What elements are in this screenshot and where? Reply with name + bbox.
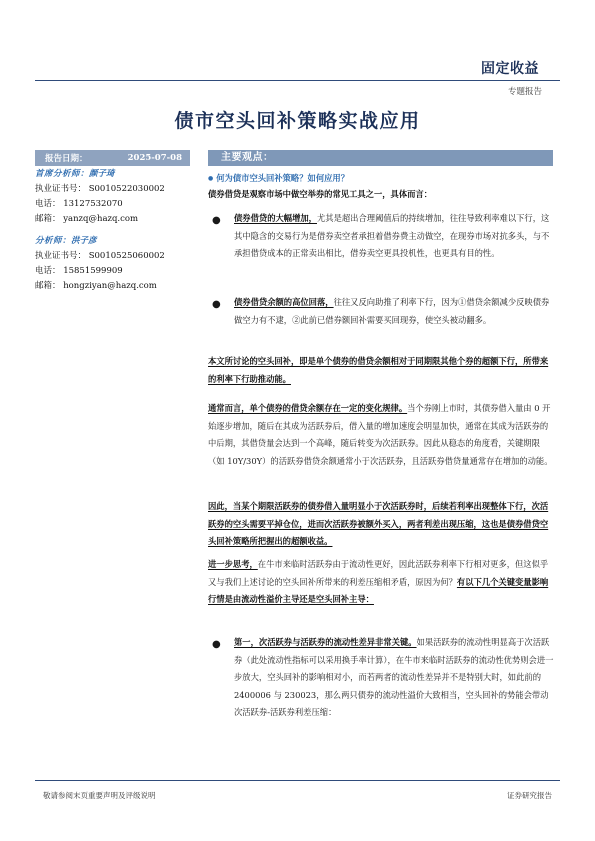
footer-divider	[35, 780, 560, 781]
bullet-body: 往往又反向助推了利率下行，因为①借贷余额减少反映债券做空力有不逮，②此前已借券额回补需要买回现券，使空头被动翻多。	[234, 297, 550, 325]
intro-paragraph	[208, 186, 554, 204]
bullet-item	[214, 210, 554, 263]
further-text: 在牛市来临时活跃券由于流动性更好，因此活跃券利率下行相对更多，但这似乎又与我们上述讨论的空头回补所带来的利差压缩相矛盾，原因为何？	[208, 559, 549, 587]
analyst-phone: 电话： 15851599909	[35, 266, 123, 276]
bullet-text	[234, 210, 554, 263]
therefore-text: 因此，当某个期限活跃券的债券借入量明显小于次活跃券时，后续若利率出现整体下行，次活跃券的空头需要平掉仓位，进而次活跃券被额外买入，两者利差出现压缩，这也是债券借贷空头回补策略所把握出的超额收益。	[208, 501, 549, 546]
therefore-paragraph	[208, 498, 554, 551]
bullet-icon: ●	[212, 215, 221, 226]
footer-report-type: 证券研究报告	[507, 791, 552, 800]
question-text: 何为债市空头回补策略？如何应用？	[216, 173, 350, 183]
analyst-card-second	[35, 234, 195, 294]
definition-text: 本文所讨论的空头回补，即是单个债券的借贷余额相对于同期限其他个券的超额下行，所带来的利率下行助推动能。	[208, 356, 549, 384]
definition-paragraph	[208, 353, 554, 388]
bullet-bold: 债券借贷余额的高位回落，	[234, 297, 334, 307]
analyst-phone: 电话： 13127532070	[35, 199, 123, 209]
bullet-text	[234, 634, 554, 722]
bullet-bold: 债券借贷的大幅增加，	[234, 213, 317, 223]
analyst-role-line	[35, 167, 195, 182]
brand-logo	[481, 58, 544, 75]
bullet-icon: ●	[212, 639, 221, 650]
header-divider	[35, 80, 560, 81]
bullet-text	[234, 294, 554, 329]
further-lead: 进一步思考，	[208, 559, 258, 569]
doc-type-label: 专题报告	[507, 87, 542, 97]
bullet-body: 尤其是超出合理阈值后的持续增加，往往导致利率难以下行，这其中隐含的交易行为是借券卖空者承担着借券费主动做空，在现券市场对抗多头，与不承担借贷成本的正常卖出相比，借券卖空更具投机性，也更具有目的性。	[234, 213, 550, 258]
general-bold: 通常而言，单个债券的借贷余额存在一定的变化规律。	[208, 403, 408, 413]
general-text: 当个券刚上市时，其债券借入量由 0 开始逐步增加，随后在其成为活跃券后，借入量的增加速度会明显加快，通常在其成为活跃券的中后期，其借贷量会达到一个高峰，随后转变为次活跃券。因此从稳态的角度看，关键期限（如 10Y/30Y）的活跃券借贷余额通常小于次活跃券，且活跃券借贷量通常存在增加的动能。	[208, 403, 553, 466]
analyst-role-line	[35, 234, 195, 249]
report-date-value: 2025-07-08	[127, 153, 182, 163]
analyst-name: 洪子彦	[71, 236, 97, 246]
report-date-label: 报告日期：	[45, 154, 88, 164]
main-points-title: 主要观点：	[221, 152, 274, 163]
analyst-license: 执业证书号： S0010525060002	[35, 251, 165, 261]
report-date-bar	[35, 150, 190, 166]
bullet-item	[214, 634, 554, 722]
analyst-role: 首席分析师：	[35, 169, 90, 179]
question-line	[208, 172, 349, 184]
further-paragraph	[208, 556, 554, 609]
bullet-body: 如果活跃券的流动性明显高于次活跃券（此处流动性指标可以采用换手率计算），在牛市来临时活跃券的流动性优势则会进一步放大，空头回补的影响相对小，而若两者的流动性差异并不是特别大时，如此前的 2400006 与 230023，那么两只债券的流动性溢价大致相当，空头回补的势能会带动次活跃券-活跃券利差压缩：	[234, 637, 554, 717]
analyst-name: 颜子琦	[89, 169, 115, 179]
analyst-role: 分析师：	[35, 236, 72, 246]
footer-disclaimer: 敬请参阅末页重要声明及评级说明	[43, 791, 156, 800]
analyst-email[interactable]: 邮箱： yanzq@hazq.com	[35, 214, 139, 224]
analyst-email[interactable]: 邮箱： hongziyan@hazq.com	[35, 281, 157, 291]
page-title: 债市空头回补策略实战应用	[174, 110, 421, 132]
analyst-card-chief	[35, 167, 195, 227]
bullet-item	[214, 294, 554, 329]
main-points-header	[208, 150, 553, 166]
analyst-license: 执业证书号： S0010522030002	[35, 184, 165, 194]
bullet-icon: ●	[212, 299, 221, 310]
bullet-bold: 第一，次活跃券与活跃券的流动性差异非常关键。	[234, 637, 417, 647]
general-paragraph	[208, 400, 554, 470]
brand-name: 固定收益	[481, 61, 539, 77]
further-tail: 有以下几个关键变量影响行情是由流动性溢价主导还是空头回补主导：	[208, 576, 549, 604]
intro-text: 债券借贷是观察市场中做空举券的常见工具之一，具体而言：	[208, 189, 433, 199]
bullet-icon: ●	[208, 175, 214, 182]
